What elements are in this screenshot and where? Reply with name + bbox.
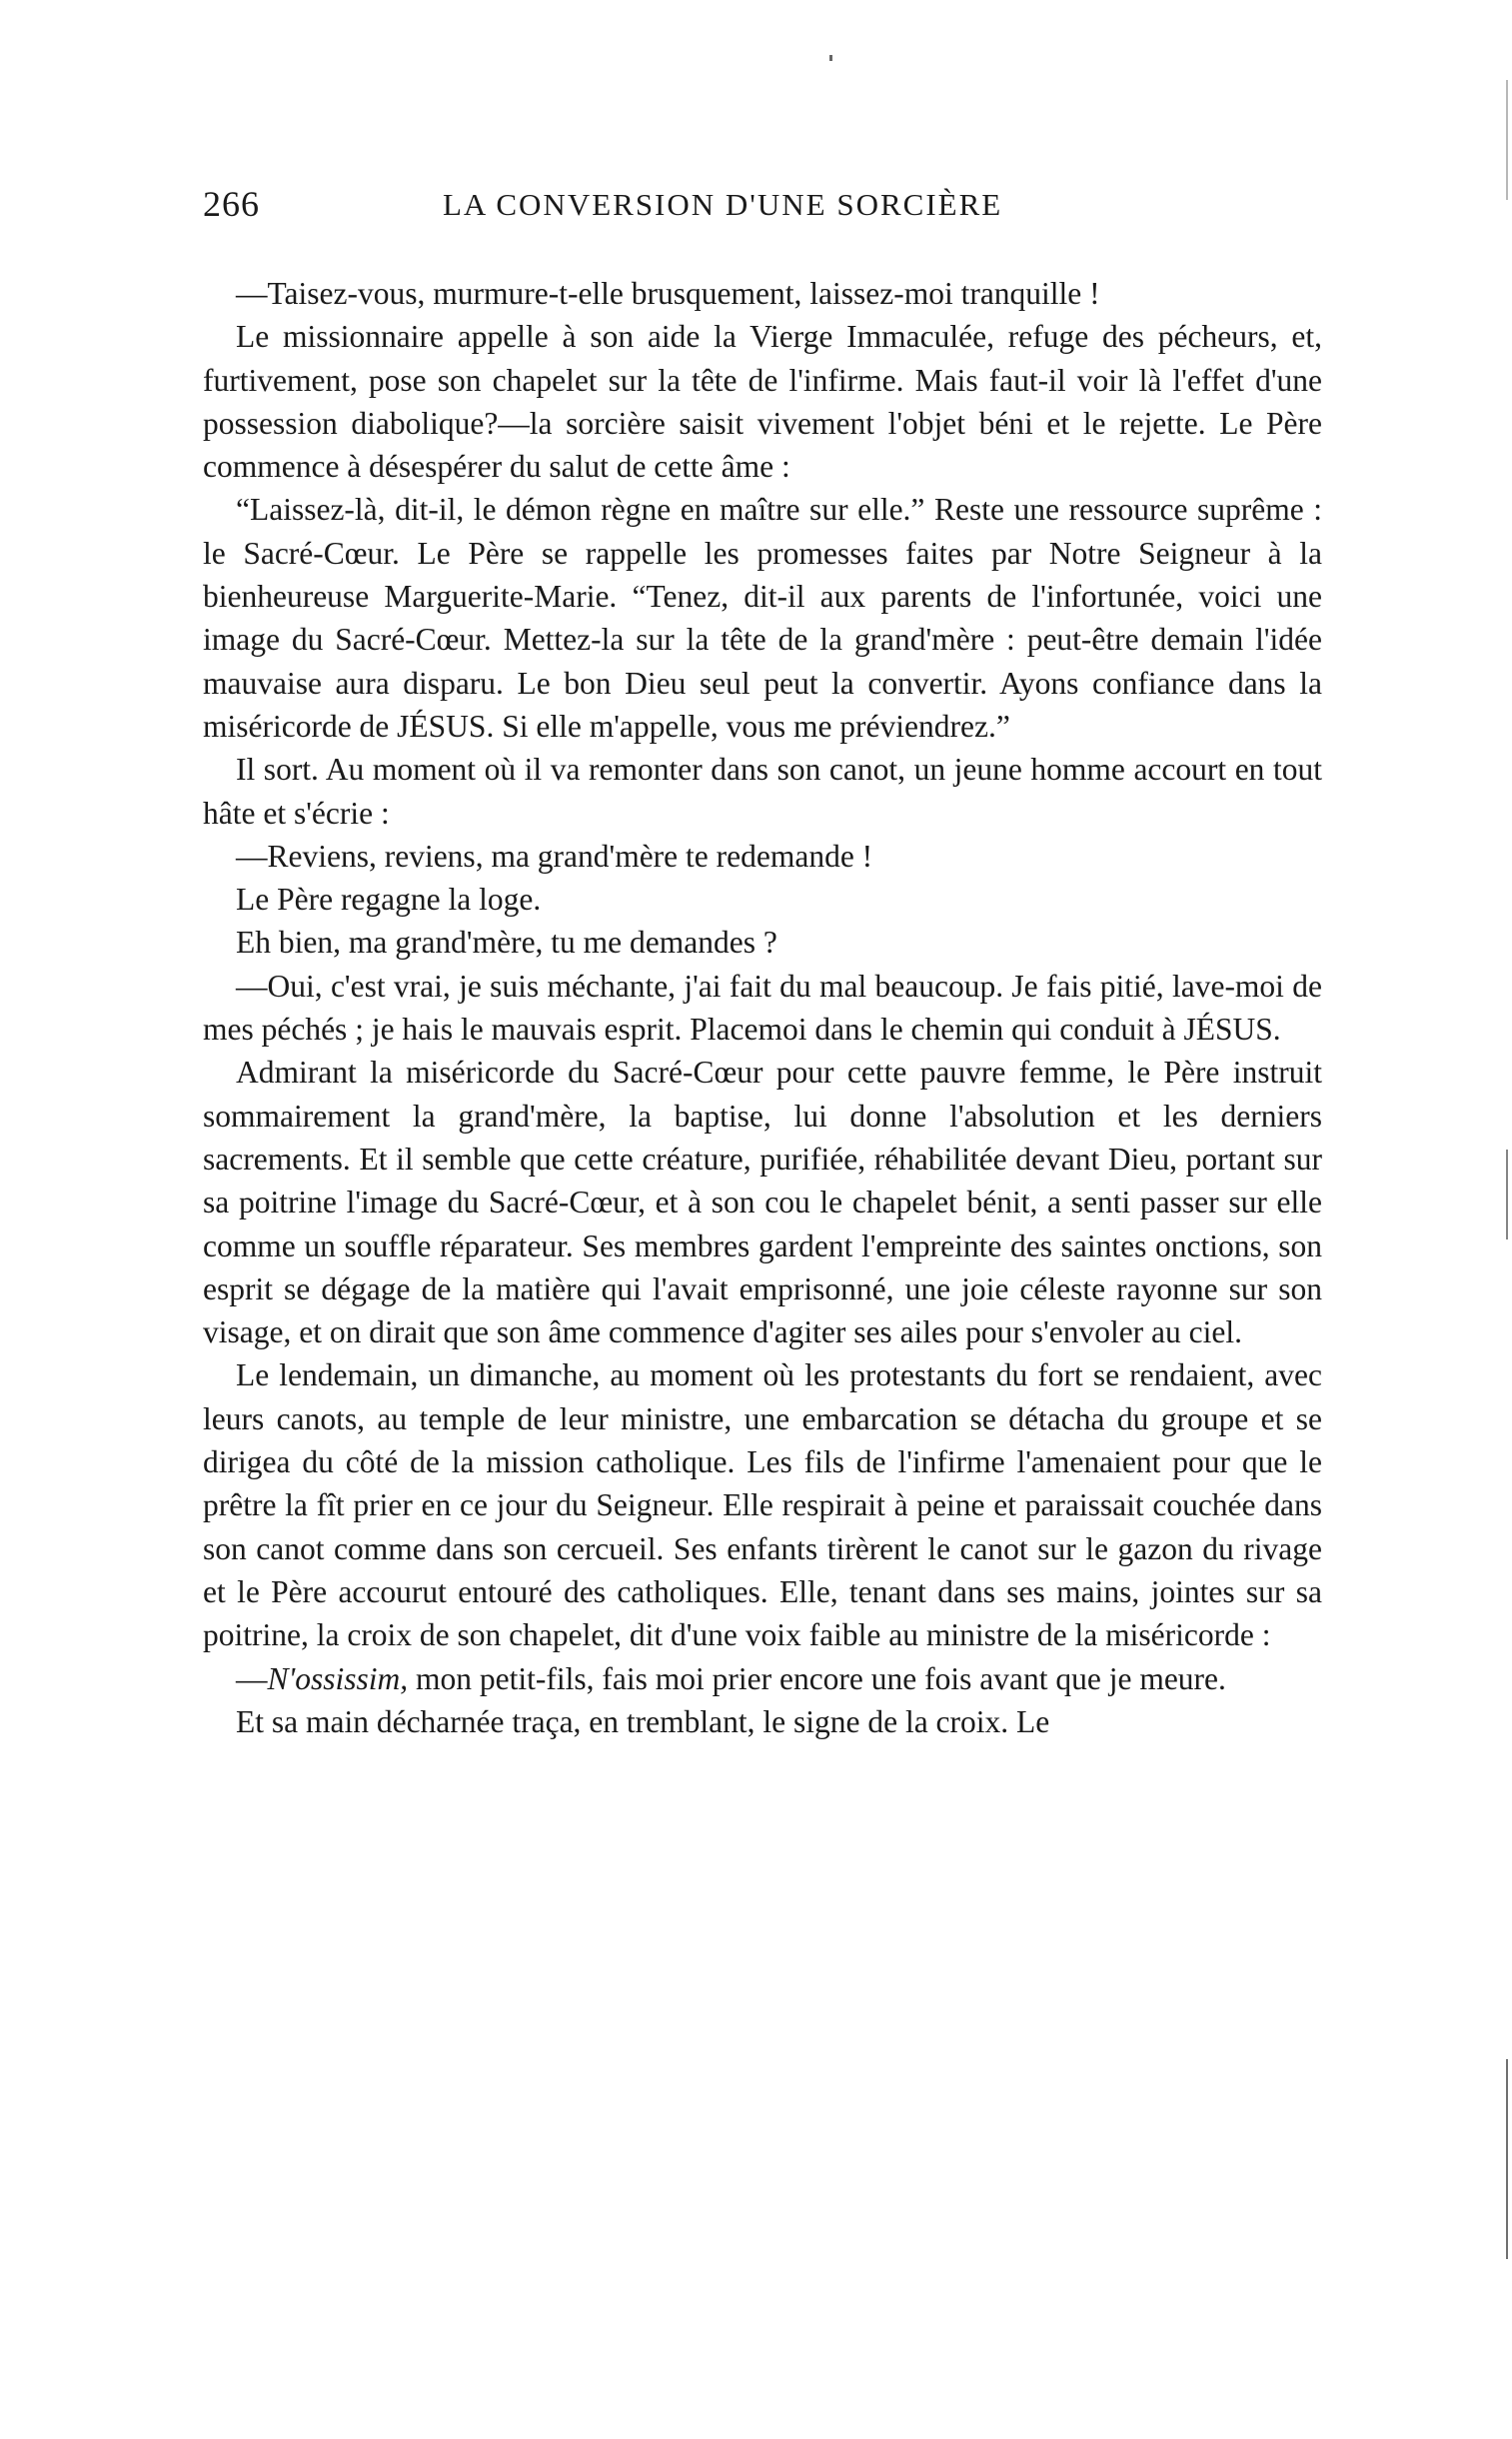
paragraph: —Taisez-vous, murmure-t-elle brusquement, laissez-moi tranquille ! <box>236 276 1100 311</box>
page-number: 266 <box>203 184 260 224</box>
paragraph-with-italic <box>203 1657 1322 1700</box>
scan-speck <box>829 55 832 61</box>
final-line: Et sa main décharnée traça, en tremblant, le signe de la croix. Le <box>236 1703 1050 1739</box>
edge-mark <box>1506 1150 1508 1239</box>
page-header <box>203 183 1322 235</box>
paragraph: Admirant la miséricorde du Sacré-Cœur pour cette pauvre femme, le Père instruit sommairement la grand'mère, la baptise, lui donne l'absolution et les derniers sacrements. Et il semble que cette créature, purifiée, réhabilitée devant Dieu, portant sur sa poitrine l'image du Sacré-Cœur, et à son cou le chapelet bénit, a senti passer sur elle comme un souffle réparateur. Ses membres gardent l'empreinte des saintes onctions, son esprit se dégage de la matière qui l'avait emprisonné, une joie céleste rayonne sur son visage, et on dirait que son âme commence d'agiter ses ailes pour s'envoler au ciel. <box>203 1055 1322 1350</box>
italic-word: N'ossissim, <box>267 1660 409 1696</box>
body-text <box>203 272 1322 1743</box>
paragraph-rest: mon petit-fils, fais moi prier encore une fois avant que je meure. <box>408 1660 1226 1696</box>
running-title: LA CONVERSION D'UNE SORCIÈRE <box>443 187 1003 222</box>
edge-mark <box>1506 2059 1508 2259</box>
paragraph: —Reviens, reviens, ma grand'mère te redemande ! <box>236 838 873 874</box>
dash: — <box>236 1660 268 1696</box>
paragraph: Le Père regagne la loge. <box>236 882 542 918</box>
scan-edge-marks <box>1500 0 1512 2439</box>
paragraph: Le lendemain, un dimanche, au moment où les protestants du fort se rendaient, avec leurs canots, au temple de leur ministre, une embarcation se détacha du groupe et se dirigea du côté de la mission catholique. Les fils de l'infirme l'amenaient pour que le prêtre la fît prier en ce jour du Seigneur. Elle respirait à peine et paraissait couchée dans son canot comme dans son cercueil. Ses enfants tirèrent le canot sur le gazon du rivage et le Père accourut entouré des catholiques. Elle, tenant dans ses mains, jointes sur sa poitrine, la croix de son chapelet, dit d'une voix faible au ministre de la miséricorde : <box>203 1357 1322 1653</box>
paragraph: —Oui, c'est vrai, je suis méchante, j'ai fait du mal beaucoup. Je fais pitié, lave-moi de mes péchés ; je hais le mauvais esprit. Placemoi dans le chemin qui conduit à JÉSUS. <box>203 968 1322 1048</box>
paragraph: “Laissez-là, dit-il, le démon règne en maître sur elle.” Reste une ressource suprême : le Sacré-Cœur. Le Père se rappelle les promesses faites par Notre Seigneur à la bienheureuse Marguerite-Marie. “Tenez, dit-il aux parents de l'infortunée, voici une image du Sacré-Cœur. Mettez-la sur la tête de la grand'mère : peut-être demain l'idée mauvaise aura disparu. Le bon Dieu seul peut la convertir. Ayons confiance dans la miséricorde de JÉSUS. Si elle m'appelle, vous me préviendrez.” <box>203 492 1322 744</box>
paragraph: Eh bien, ma grand'mère, tu me demandes ? <box>236 925 777 961</box>
edge-mark <box>1506 80 1508 200</box>
paragraph: Le missionnaire appelle à son aide la Vierge Immaculée, refuge des pécheurs, et, furtivement, pose son chapelet sur la tête de l'infirme. Mais faut-il voir là l'effet d'une possession diabolique?—la sorcière saisit vivement l'objet béni et le rejette. Le Père commence à désespérer du salut de cette âme : <box>203 319 1322 485</box>
paragraph: Il sort. Au moment où il va remonter dans son canot, un jeune homme accourt en tout hâte et s'écrie : <box>203 752 1322 831</box>
